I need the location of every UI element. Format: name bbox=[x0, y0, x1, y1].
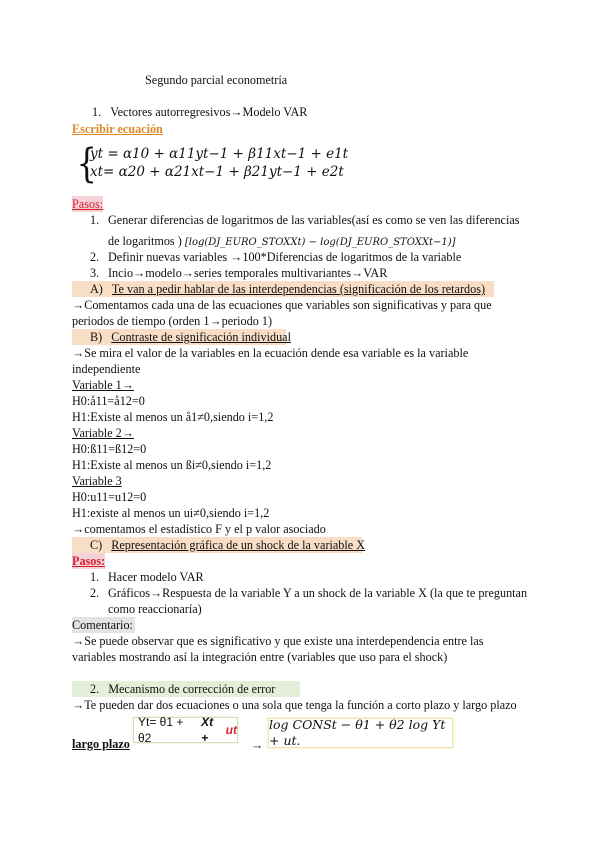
pasos-heading: Pasos: bbox=[72, 197, 104, 211]
step-number: 2. bbox=[90, 586, 100, 600]
section-a bbox=[72, 281, 494, 297]
comentario-heading: Comentario: bbox=[72, 618, 133, 632]
brace: { bbox=[76, 141, 97, 187]
step-number: 3. bbox=[90, 266, 100, 280]
section-number: 1. bbox=[92, 105, 102, 119]
step-text: Generar diferencias de logaritmos de las variables(así es como se ven las diferencias bbox=[108, 213, 520, 227]
section-1 bbox=[92, 104, 307, 120]
step2-2 bbox=[90, 585, 528, 601]
step-1 bbox=[90, 212, 520, 228]
escribir-heading: Escribir ecuación bbox=[72, 122, 163, 136]
a-line-1: →Comentamos cada una de las ecuaciones que variables son significativas y para que bbox=[72, 298, 492, 312]
variable-3-heading: Variable 3 bbox=[72, 474, 122, 488]
step-text: Hacer modelo VAR bbox=[108, 570, 204, 584]
step-number: 1. bbox=[90, 213, 100, 227]
section-2-line: →Te pueden dar dos ecuaciones o una sola que tenga la función a corto plazo y largo plazo bbox=[72, 698, 517, 712]
box2-formula: log CONSt − θ1 + θ2 log Yt + ut. bbox=[269, 717, 446, 748]
variable-3-h0: H0:u11=u12=0 bbox=[72, 490, 147, 504]
comentario-line-2: variables mostrando así la integración entre (variables que uso para el shock) bbox=[72, 650, 448, 664]
section-c bbox=[72, 537, 366, 553]
variable-2-heading: Variable 2→ bbox=[72, 426, 134, 440]
section-b bbox=[72, 329, 291, 345]
variable-2-h1: H1:Existe al menos un ßi≠0,siendo i=1,2 bbox=[72, 458, 272, 472]
variable-2-h0: H0:ß11=ß12=0 bbox=[72, 442, 147, 456]
section-title: Contraste de significación individual bbox=[111, 330, 291, 344]
section-number: 2. bbox=[90, 682, 100, 696]
largo-plazo-label: largo plazo bbox=[72, 737, 130, 751]
variable-1-h0: H0:å11=å12=0 bbox=[72, 394, 145, 408]
arrow: → bbox=[251, 738, 264, 752]
box1-part-b: Xt + bbox=[201, 715, 214, 745]
step-number: 1. bbox=[90, 570, 100, 584]
section-title: Representación gráfica de un shock de la variable X bbox=[111, 538, 366, 552]
variable-1-heading: Variable 1→ bbox=[72, 378, 134, 392]
short-run-equation-box bbox=[133, 717, 238, 743]
page-title: Segundo parcial econometría bbox=[145, 73, 288, 87]
box1-part-c: ut bbox=[225, 723, 237, 737]
variable-3-h1: H1:existe al menos un ui≠0,siendo i=1,2 bbox=[72, 506, 270, 520]
section-2 bbox=[72, 681, 300, 697]
step-number: 2. bbox=[90, 250, 100, 264]
section-letter: A) bbox=[90, 282, 103, 296]
a-line-2: periodos de tiempo (orden 1→periodo 1) bbox=[72, 314, 273, 328]
equation-1: yt = α10 + α11yt−1 + β11xt−1 + e1t bbox=[90, 146, 349, 162]
b-line-1: →Se mira el valor de la variables en la ecuación dende esa variable es la variable bbox=[72, 346, 469, 360]
step-text: Definir nuevas variables →100*Diferencias de logaritmos de la variable bbox=[108, 250, 462, 264]
step-3 bbox=[90, 265, 388, 281]
step2-2-cont: como reaccionaría) bbox=[108, 602, 202, 616]
section-letter: B) bbox=[90, 330, 103, 344]
section-letter: C) bbox=[90, 538, 103, 552]
step-2 bbox=[90, 249, 462, 265]
section-title: Te van a pedir hablar de las interdependencias (significación de los retardos) bbox=[111, 282, 486, 296]
pasos-heading-2: Pasos: bbox=[72, 554, 106, 568]
box1-part-a: Yt= θ1 + θ2 bbox=[138, 715, 184, 745]
log-diff-formula: [log(DJ_EURO_STOXXt) − log(DJ_EURO_STOXXt−1)] bbox=[184, 237, 456, 248]
step-text: Incio→modelo→series temporales multivariantes→VAR bbox=[108, 266, 388, 280]
section-title: Mecanismo de corrección de error bbox=[108, 682, 276, 696]
step2-1 bbox=[90, 569, 204, 585]
step-text: de logaritmos ) bbox=[108, 234, 182, 248]
step-text: Gráficos→Respuesta de la variable Y a un shock de la variable X (la que te preguntan bbox=[108, 586, 528, 600]
variable-1-h1: H1:Existe al menos un å1≠0,siendo i=1,2 bbox=[72, 410, 274, 424]
b-line-2: independiente bbox=[72, 362, 141, 376]
long-run-equation-box bbox=[268, 718, 453, 748]
comentario-line-1: →Se puede observar que es significativo y que existe una interdependencia entre las bbox=[72, 634, 484, 648]
equation-2: xt= α20 + α21xt−1 + β21yt−1 + e2t bbox=[90, 164, 344, 180]
section-title: Vectores autorregresivos→Modelo VAR bbox=[110, 105, 308, 119]
comentamos-line: →comentamos el estadístico F y el p valor asociado bbox=[72, 522, 326, 536]
